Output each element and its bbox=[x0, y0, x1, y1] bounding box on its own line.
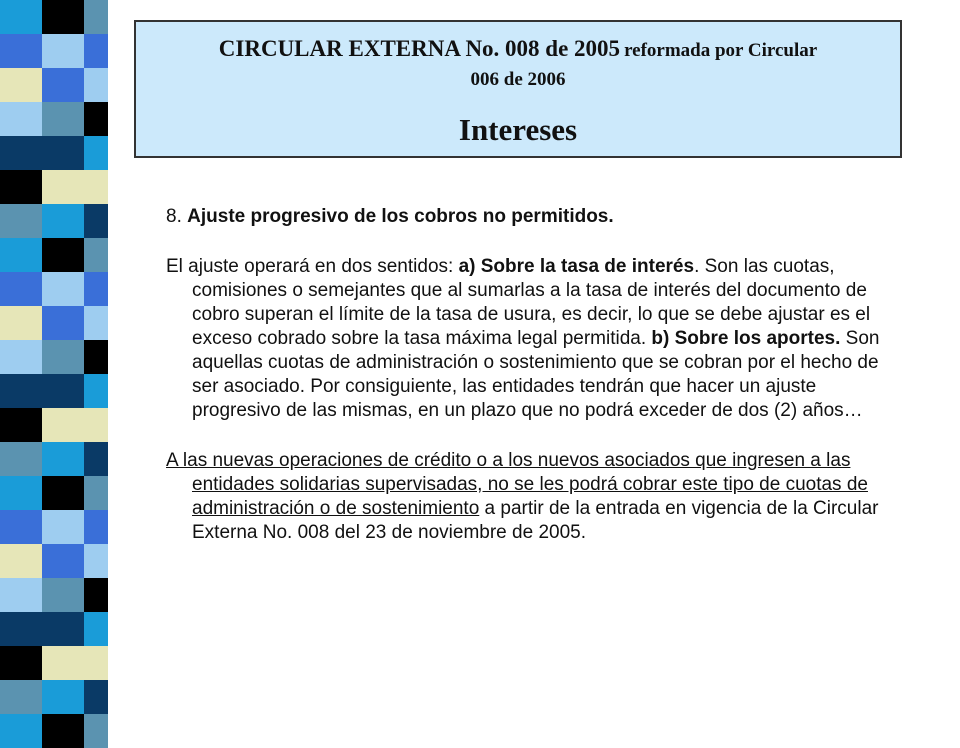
stripe-segment bbox=[0, 612, 42, 646]
title-box bbox=[134, 20, 902, 158]
slide-heading: Intereses bbox=[458, 112, 578, 147]
stripe-segment bbox=[84, 170, 108, 204]
paragraph-adjustment bbox=[166, 255, 886, 423]
stripe-segment bbox=[0, 680, 42, 714]
stripe-segment bbox=[42, 578, 84, 612]
stripe-segment bbox=[84, 238, 108, 272]
stripe-segment bbox=[0, 578, 42, 612]
stripe-segment bbox=[84, 272, 108, 306]
item-b-text: Son aquellas cuotas de administración o sostenimiento que se cobran por el hecho de ser asociado. Por consiguiente, las entidades tendrán que hacer un ajuste progresivo de las mismas, en un plazo que no podrá exceder de dos (2) años… bbox=[192, 328, 880, 421]
stripe-segment bbox=[84, 578, 108, 612]
stripe-segment bbox=[0, 136, 42, 170]
stripe-segment bbox=[42, 204, 84, 238]
stripe-segment bbox=[42, 102, 84, 136]
stripe-segment bbox=[0, 272, 42, 306]
stripe-segment bbox=[42, 170, 84, 204]
stripe-segment bbox=[42, 680, 84, 714]
stripe-segment bbox=[0, 34, 42, 68]
paragraph-new-operations bbox=[166, 449, 886, 545]
stripe-segment bbox=[42, 238, 84, 272]
stripe-segment bbox=[42, 68, 84, 102]
stripe-segment bbox=[42, 408, 84, 442]
section-number: 8. bbox=[166, 206, 182, 227]
stripe-segment bbox=[42, 34, 84, 68]
stripe-segment bbox=[84, 102, 108, 136]
paragraph-intro: El ajuste operará en dos sentidos: bbox=[166, 256, 459, 277]
stripe-segment bbox=[84, 204, 108, 238]
section-heading bbox=[166, 205, 886, 229]
stripe-segment bbox=[84, 714, 108, 748]
stripe-segment bbox=[42, 476, 84, 510]
circular-title-suffix: reformada por Circular bbox=[624, 40, 818, 61]
section-label: Ajuste progresivo de los cobros no permitidos. bbox=[187, 206, 614, 227]
stripe-segment bbox=[84, 612, 108, 646]
item-b-label: b) Sobre los aportes. bbox=[651, 328, 841, 349]
stripe-segment bbox=[84, 510, 108, 544]
stripe-segment bbox=[84, 340, 108, 374]
stripe-segment bbox=[0, 646, 42, 680]
stripe-column bbox=[0, 0, 42, 720]
stripe-segment bbox=[42, 714, 84, 748]
stripe-segment bbox=[84, 442, 108, 476]
stripe-segment bbox=[0, 238, 42, 272]
circular-title: CIRCULAR EXTERNA No. 008 de 2005 bbox=[218, 36, 621, 61]
stripe-segment bbox=[0, 170, 42, 204]
stripe-segment bbox=[84, 646, 108, 680]
stripe-segment bbox=[84, 0, 108, 34]
stripe-segment bbox=[0, 340, 42, 374]
stripe-segment bbox=[42, 272, 84, 306]
stripe-segment bbox=[0, 714, 42, 748]
title-line-1 bbox=[136, 35, 900, 66]
stripe-segment bbox=[84, 476, 108, 510]
stripe-segment bbox=[42, 544, 84, 578]
stripe-segment bbox=[0, 544, 42, 578]
stripe-segment bbox=[84, 374, 108, 408]
stripe-segment bbox=[0, 374, 42, 408]
stripe-segment bbox=[0, 306, 42, 340]
decorative-stripe-bar bbox=[0, 0, 108, 720]
stripe-segment bbox=[42, 374, 84, 408]
stripe-segment bbox=[84, 136, 108, 170]
paragraph-rest: a partir de la entrada en vigencia de la Circular Externa No. 008 del 23 de noviembre de 2005. bbox=[192, 498, 879, 543]
stripe-segment bbox=[42, 340, 84, 374]
stripe-segment bbox=[84, 34, 108, 68]
stripe-segment bbox=[42, 442, 84, 476]
item-a-label: a) Sobre la tasa de interés bbox=[458, 256, 695, 277]
stripe-segment bbox=[42, 306, 84, 340]
stripe-segment bbox=[84, 306, 108, 340]
stripe-segment bbox=[42, 646, 84, 680]
stripe-segment bbox=[0, 68, 42, 102]
stripe-segment bbox=[42, 510, 84, 544]
item-a-text: . Son las cuotas, comisiones o semejantes que al sumarlas a la tasa de interés del documento de cobro superan el límite de la tasa de usura, es decir, lo que se debe ajustar es el exceso cobrado sobre la tasa máxima legal permitida. bbox=[192, 256, 871, 349]
underlined-text: A las nuevas operaciones de crédito o a los nuevos asociados que ingresen a las entidades solidarias supervisadas, no se les podrá cobrar este tipo de cuotas de administración o de sostenimiento bbox=[166, 450, 868, 519]
stripe-segment bbox=[0, 510, 42, 544]
stripe-segment bbox=[42, 0, 84, 34]
stripe-segment bbox=[42, 612, 84, 646]
stripe-segment bbox=[0, 102, 42, 136]
stripe-column bbox=[84, 0, 108, 720]
stripe-segment bbox=[84, 544, 108, 578]
stripe-segment bbox=[0, 204, 42, 238]
stripe-segment bbox=[84, 680, 108, 714]
stripe-segment bbox=[84, 68, 108, 102]
title-line-2: 006 de 2006 bbox=[470, 69, 566, 90]
stripe-segment bbox=[0, 408, 42, 442]
stripe-segment bbox=[84, 408, 108, 442]
stripe-segment bbox=[0, 476, 42, 510]
stripe-column bbox=[42, 0, 84, 720]
slide-body bbox=[166, 205, 886, 571]
stripe-segment bbox=[0, 0, 42, 34]
stripe-segment bbox=[42, 136, 84, 170]
stripe-segment bbox=[0, 442, 42, 476]
